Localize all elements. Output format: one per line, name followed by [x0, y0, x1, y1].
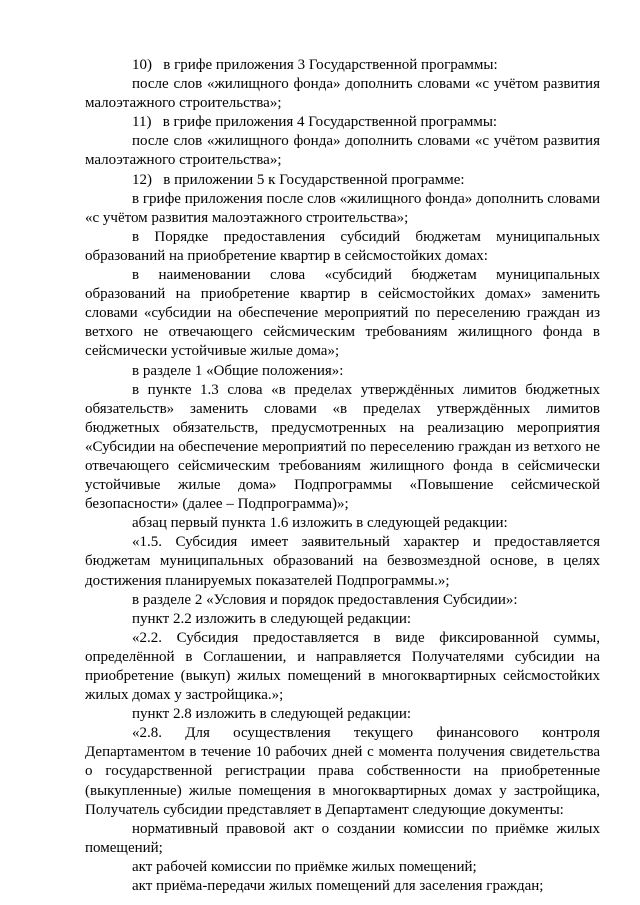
paragraph: абзац первый пункта 1.6 изложить в следующей редакции:	[132, 515, 508, 532]
paragraph: в пункте 1.3 слова «в пределах утверждённых лимитов бюджетных обязательств» заменить словами «в пределах утверждённых лимитов бюджетных обязательств, предусмотренных на реализацию мероприятия «Субсидии на обеспечение мероприятий по переселению граждан из ветхого не отвечающего сейсмическим требованиям жилищного фонда в сейсмически устойчивые жилые дома» Подпрограммы «Повышение сейсмической безопасности» (далее – Подпрограмма)»;	[85, 381, 600, 513]
paragraph: пункт 2.2 изложить в следующей редакции:	[132, 610, 412, 627]
paragraph: «2.8. Для осуществления текущего финансового контроля Департаментом в течение 10 рабочих дней с момента получения свидетельства о государственной регистрации права собственности на приобретенные (выкупленные) жилые помещения в многоквартирных домах у застройщика, Получатель субсидии представляет в Департамент следующие документы:	[85, 725, 600, 818]
paragraph: акт рабочей комиссии по приёмке жилых помещений;	[132, 858, 477, 875]
paragraph: 12) в приложении 5 к Государственной программе:	[132, 171, 465, 188]
paragraph: в разделе 2 «Условия и порядок предоставления Субсидии»:	[132, 591, 518, 608]
paragraph: 10) в грифе приложения 3 Государственной программы:	[132, 57, 498, 73]
paragraph: в грифе приложения после слов «жилищного фонда» дополнить словами «с учётом развития малоэтажного строительства»;	[85, 190, 600, 226]
paragraph: «1.5. Субсидия имеет заявительный характер и предоставляется бюджетам муниципальных образований на безвозмездной основе, в целях достижения планируемых показателей Подпрограммы.»;	[85, 534, 600, 589]
paragraph: нормативный правовой акт о создании комиссии по приёмке жилых помещений;	[85, 820, 600, 856]
paragraph: в Порядке предоставления субсидий бюджетам муниципальных образований на приобретение квартир в сейсмостойких домах:	[85, 228, 600, 264]
paragraph: пункт 2.8 изложить в следующей редакции:	[132, 706, 412, 723]
paragraph: в разделе 1 «Общие положения»:	[132, 362, 344, 379]
paragraph: после слов «жилищного фонда» дополнить словами «с учётом развития малоэтажного строительства»;	[85, 133, 600, 169]
paragraph: «2.2. Субсидия предоставляется в виде фиксированной суммы, определённой в Соглашении, и направляется Получателями субсидии на приобретение (выкуп) жилых помещений в многоквартирных сейсмостойких жилых домах у застройщика.»;	[85, 629, 600, 704]
paragraph: акт приёма-передачи жилых помещений для заселения граждан;	[132, 878, 544, 895]
paragraph: после слов «жилищного фонда» дополнить словами «с учётом развития малоэтажного строительства»;	[85, 76, 600, 112]
paragraph: 11) в грифе приложения 4 Государственной программы:	[132, 114, 498, 131]
paragraph: в наименовании слова «субсидий бюджетам муниципальных образований на приобретение квартир в сейсмостойких домах» заменить словами «субсидии на обеспечение мероприятий по переселению граждан из ветхого не отвечающего сейсмическим требованиям жилищного фонда в сейсмически устойчивые жилые дома»;	[85, 267, 600, 360]
